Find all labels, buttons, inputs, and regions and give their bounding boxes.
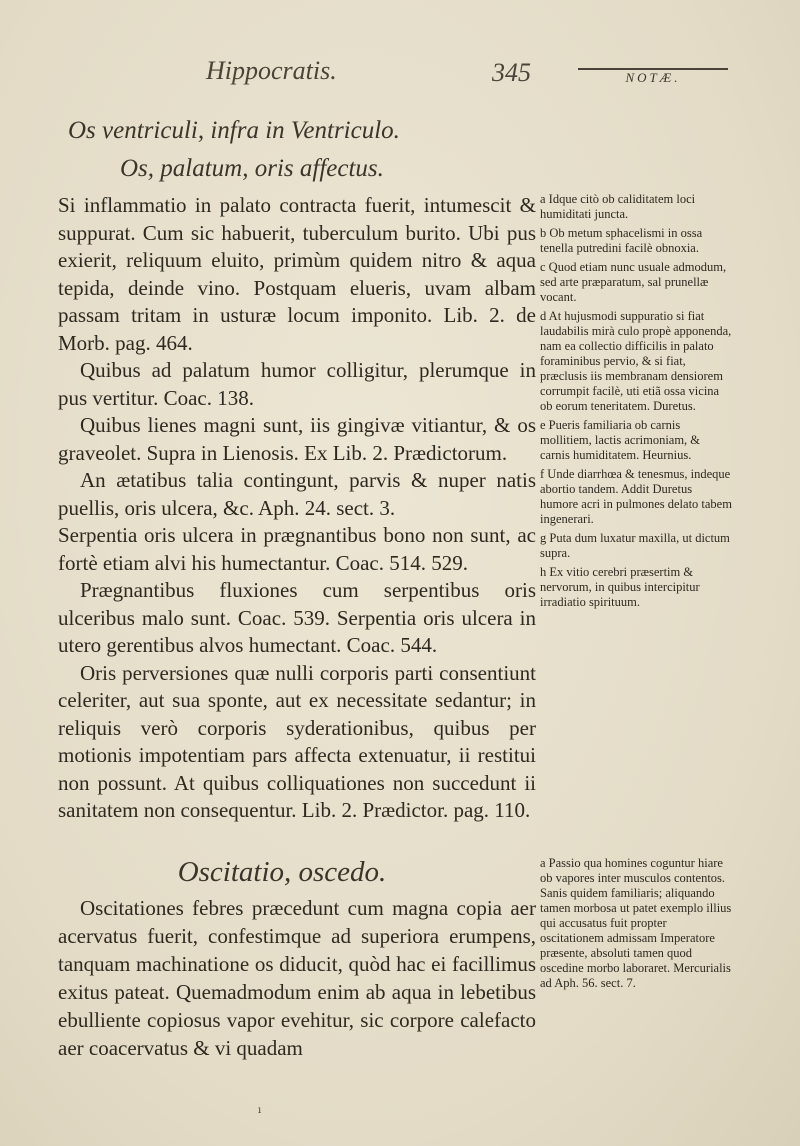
- running-head: Hippocratis.: [206, 56, 337, 85]
- paragraph: Prægnantibus fluxiones cum serpentibus oris ulceribus malo sunt. Coac. 539. Serpentia oris ulcera in utero gerentibus alvos humectant. Coac. 544.: [58, 578, 536, 657]
- section-titles: [0, 112, 800, 188]
- note-a: a Passio qua homines coguntur hiare ob vapores inter musculos contentos. Sanis quidem familiaris; aliquando tamen morbosa ut patet exemplo illius qui accusatus fuit propter oscitationem admissam Imperatore præsente, absoluti tamen quod oscedine morbo laboraret. Mercurialis ad Aph. 56. sect. 7.: [540, 856, 732, 990]
- paragraph: Oris perversiones quæ nulli corporis parti consentiunt celeriter, aut sua sponte, aut ex necessitate sedantur; in reliquis verò corporis syderationibus, quibus per motionis impotentiam pars affecta extenuatur, ii restitui non possunt. At quibus colliquationes non succedunt ii sanitatem non consequentur. Lib. 2. Prædictor. pag. 110.: [58, 660, 536, 822]
- section-title-oscitatio: Oscitatio, oscedo.: [177, 856, 387, 888]
- note-g: g Puta dum luxatur maxilla, ut dictum supra.: [540, 531, 730, 560]
- margin-notes-2: [540, 856, 732, 991]
- page-number: 345: [492, 58, 531, 87]
- main-text-section2: [58, 856, 536, 1062]
- note-c: c Quod etiam nunc usuale admodum, sed arte præparatum, sal prunellæ vocant.: [540, 260, 727, 304]
- note-f: f Unde diarrhœa & tenesmus, indeque abortio tandem. Addit Duretus humore acri in pulmones delato tabem ingenerari.: [540, 467, 732, 526]
- notes-heading: NOTÆ.: [578, 68, 728, 86]
- note-b: b Ob metum sphacelismi in ossa tenella putredini facilè obnoxia.: [540, 226, 703, 255]
- paragraph: Si inflammatio in palato contracta fuerit, intumescit & suppurat. Cum sic habuerit, tuberculum burito. Ubi pus exierit, reliquum eluito, primùm quidem nitro & aqua tepida, deinde vino. Postquam elueris, uvam albam passam tritam in usturæ locum imponito. Lib. 2. de Morb. pag. 464.: [58, 193, 536, 355]
- note-e: e Pueris familiaria ob carnis mollitiem, lactis acrimoniam, & carnis humiditatem. Heurnius.: [540, 418, 701, 462]
- title-os-palatum: Os, palatum, oris affectus.: [120, 155, 384, 182]
- paragraph: Quibus ad palatum humor colligitur, plerumque in pus vertitur. Coac. 138.: [58, 358, 536, 410]
- main-text-section1: [58, 192, 536, 825]
- paragraph: Serpentia oris ulcera in prægnantibus bono non sunt, ac fortè etiam alvi his humectantur. Coac. 514. 529.: [58, 523, 536, 575]
- note-h: h Ex vitio cerebri præsertim & nervorum, in quibus intercipitur irradiatio spirituum.: [540, 565, 700, 609]
- page-header: [0, 56, 800, 96]
- margin-notes-1: [540, 192, 732, 614]
- footer-mark: ı: [258, 1105, 262, 1116]
- paragraph: An ætatibus talia contingunt, parvis & nuper natis puellis, oris ulcera, &c. Aph. 24. sect. 3.: [58, 468, 536, 520]
- note-d: d At hujusmodi suppuratio si fiat laudabilis mirà culo propè apponenda, nam ea collectio difficilis in palato foraminibus pervio, & si fiat, præclusis iis membranam densiorem corrumpit facilè, uti etiã ossa vicina ob eorum teneritatem. Duretus.: [540, 309, 732, 413]
- title-os-ventriculi: Os ventriculi, infra in Ventriculo.: [68, 117, 400, 144]
- paragraph: Quibus lienes magni sunt, iis gingivæ vitiantur, & os graveolet. Supra in Lienosis. Ex Lib. 2. Prædictorum.: [58, 413, 536, 465]
- paragraph: Oscitationes febres præcedunt cum magna copia aer acervatus fuerit, confestimque ad superiora erumpens, tanquam machinatione os diducit, quòd hac ei facillimus exitus pateat. Quemadmodum enim ab aqua in lebetibus ebulliente copiosus vapor evehitur, sic corpore calefacto aer coacervatus & vi quadam: [58, 896, 536, 1060]
- note-a: a Idque citò ob caliditatem loci humiditati juncta.: [540, 192, 696, 221]
